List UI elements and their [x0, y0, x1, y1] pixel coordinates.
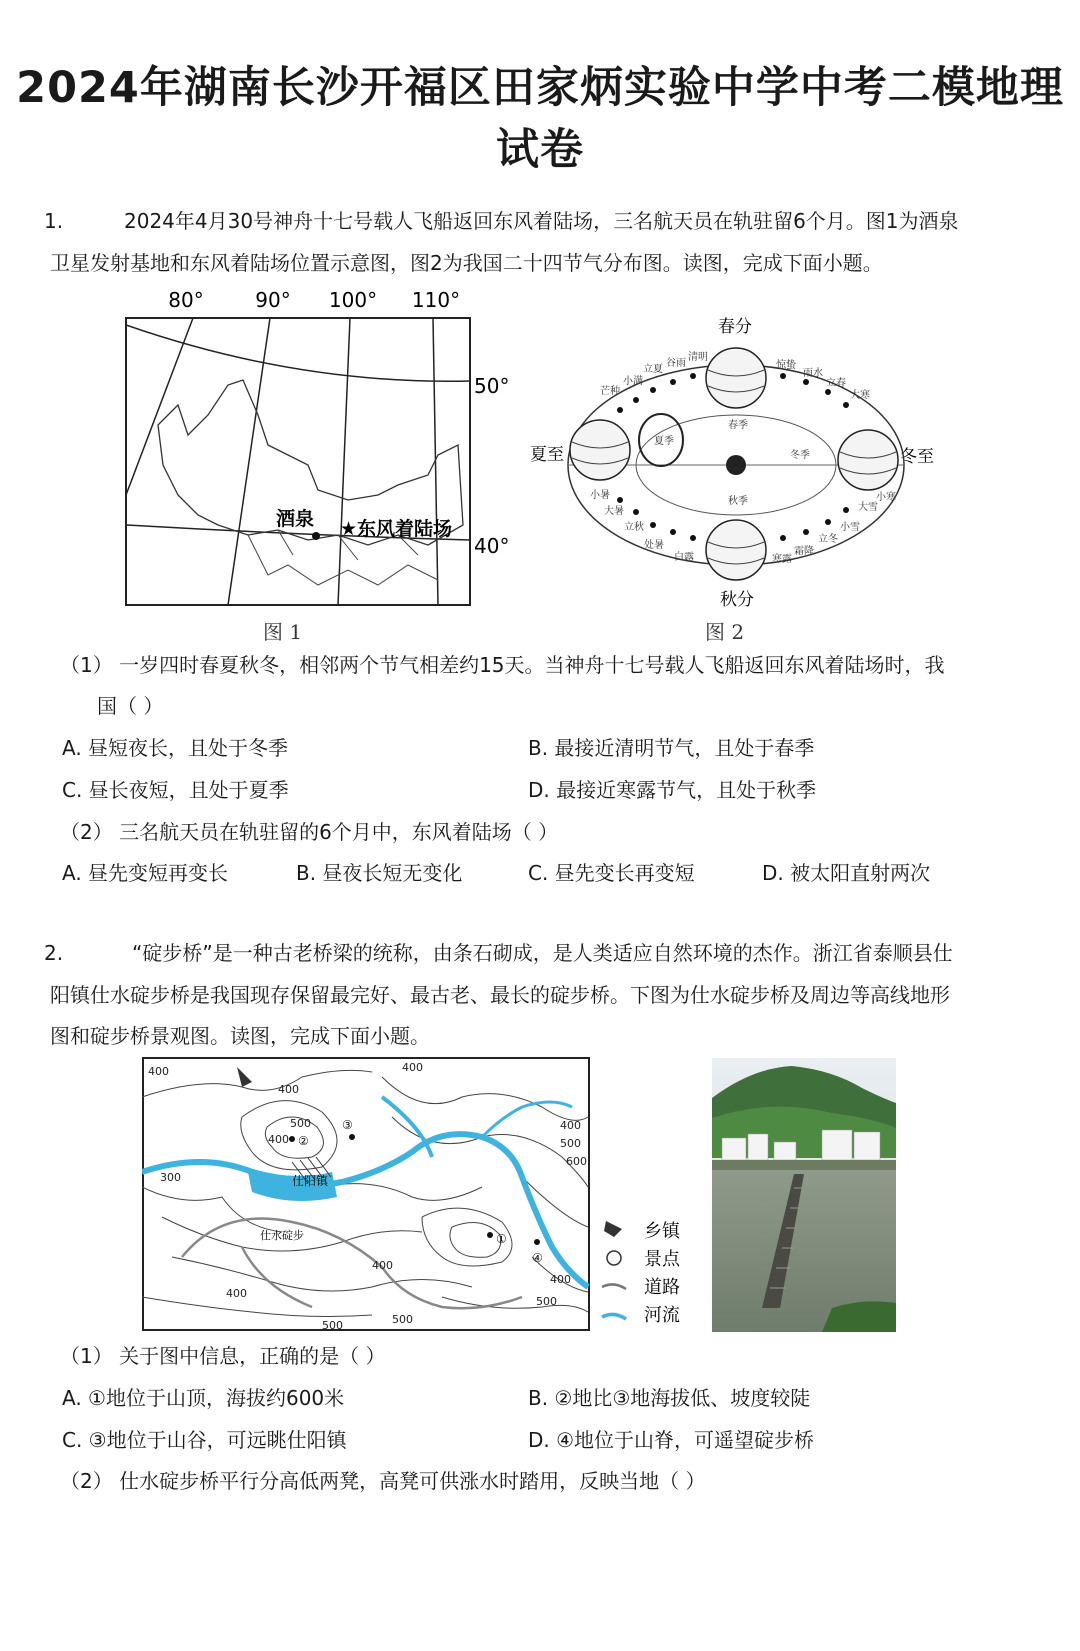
- lon-label-90: 90°: [255, 288, 291, 312]
- term-label: 芒种: [600, 386, 620, 397]
- q1-sub2-option-d[interactable]: D. 被太阳直射两次: [762, 861, 931, 885]
- river-legend-icon: [602, 1314, 626, 1319]
- lat-label-40: 40°: [474, 534, 510, 558]
- earth-spring-icon: [706, 348, 766, 408]
- lon-label-80: 80°: [168, 288, 204, 312]
- contour-label: 500: [536, 1295, 557, 1308]
- page-title-line2: 试卷: [496, 125, 584, 175]
- term-label: 小雪: [840, 522, 860, 533]
- term-label: 清明: [688, 352, 708, 363]
- jiuquan-dot: [312, 532, 320, 540]
- term-label: 立秋: [624, 522, 644, 533]
- term-label: 立冬: [818, 534, 838, 545]
- inner-season-label: 冬季: [790, 450, 810, 461]
- legend-town: 乡镇: [644, 1221, 680, 1242]
- point-1: ①: [496, 1232, 507, 1246]
- inner-season-label: 秋季: [728, 496, 748, 507]
- legend-river: 河流: [644, 1305, 680, 1326]
- bridge-photo: [712, 1058, 896, 1332]
- term-label: 立春: [826, 378, 846, 389]
- q2-stem-line2: 阳镇仕水碇步桥是我国现存保留最完好、最古老、最长的碇步桥。下图为仕水碇步桥及周边等高线地形: [50, 983, 950, 1007]
- q2-sub2-line1: （2） 仕水碇步桥平行分高低两凳，高凳可供涨水时踏用，反映当地（ ）: [60, 1469, 706, 1493]
- q1-sub2-option-b[interactable]: B. 昼夜长短无变化: [296, 861, 463, 885]
- legend-scenic: 景点: [644, 1249, 680, 1270]
- lon-label-100: 100°: [328, 288, 378, 312]
- q1-sub1-line2: 国（ ）: [97, 694, 164, 718]
- earth-summer-icon: [570, 420, 630, 480]
- contour-label: 500: [322, 1319, 343, 1332]
- term-label: 小满: [623, 376, 643, 387]
- contour-label: 400: [402, 1061, 423, 1074]
- term-label: 谷雨: [666, 358, 686, 369]
- term-label: 小寒: [876, 492, 896, 503]
- contour-label: 500: [392, 1313, 413, 1326]
- map-legend: [600, 1215, 696, 1333]
- town-label: 仕阳镇: [292, 1174, 329, 1188]
- term-label: 雨水: [803, 368, 823, 379]
- page-title: 2024年湖南长沙开福区田家炳实验中学中考二模地理: [16, 63, 1064, 113]
- term-label: 大暑: [604, 506, 624, 517]
- earth-autumn-icon: [706, 520, 766, 580]
- q2-sub1-option-d[interactable]: D. ④地位于山脊，可遥望碇步桥: [528, 1428, 815, 1452]
- point-4: ④: [532, 1251, 543, 1265]
- term-label: 大寒: [850, 390, 870, 401]
- term-label: 白露: [674, 552, 694, 563]
- contour-map: [142, 1057, 594, 1333]
- q1-sub1-option-a[interactable]: A. 昼短夜长，且处于冬季: [62, 736, 289, 760]
- point-2: ②: [298, 1134, 309, 1148]
- figure1-caption: 图 1: [263, 620, 303, 644]
- q1-sub1-line1: （1） 一岁四时春夏秋冬，相邻两个节气相差约15天。当神舟十七号载人飞船返回东风着陆场时，我: [60, 653, 945, 677]
- contour-label: 400: [560, 1119, 581, 1132]
- q1-sub2-option-a[interactable]: A. 昼先变短再变长: [62, 861, 229, 885]
- q2-stem-line1: “碇步桥”是一种古老桥梁的统称，由条石砌成，是人类适应自然环境的杰作。浙江省泰顺县仕: [132, 941, 953, 965]
- city-jiuquan: 酒泉: [276, 508, 315, 530]
- q2-sub1-option-b[interactable]: B. ②地比③地海拔低、坡度较陡: [528, 1386, 811, 1410]
- figure2-solar-terms: [528, 310, 938, 615]
- q2-number: 2.: [44, 941, 64, 965]
- contour-label: 400: [148, 1065, 169, 1078]
- q1-sub1-option-b[interactable]: B. 最接近清明节气，且处于春季: [528, 736, 815, 760]
- point-3: ③: [342, 1118, 353, 1132]
- term-label: 大雪: [858, 502, 878, 513]
- term-label: 惊蛰: [776, 360, 796, 371]
- q1-sub1-option-c[interactable]: C. 昼长夜短，且处于夏季: [62, 778, 289, 802]
- q1-stem-line2: 卫星发射基地和东风着陆场位置示意图，图2为我国二十四节气分布图。读图，完成下面小题。: [50, 251, 883, 275]
- figure1-map: [118, 285, 518, 615]
- q1-sub2-option-c[interactable]: C. 昼先变长再变短: [528, 861, 695, 885]
- q2-sub1-line1: （1） 关于图中信息，正确的是（ ）: [60, 1344, 386, 1368]
- contour-label: 400: [226, 1287, 247, 1300]
- contour-label: 500: [290, 1117, 311, 1130]
- q2-stem-line3: 图和碇步桥景观图。读图，完成下面小题。: [50, 1024, 430, 1048]
- contour-label: 400: [372, 1259, 393, 1272]
- town-legend-icon: [604, 1221, 622, 1237]
- label-autumn: 秋分: [720, 590, 754, 610]
- earth-winter-icon: [838, 430, 898, 490]
- contour-label: 400: [278, 1083, 299, 1096]
- road-legend-icon: [602, 1284, 626, 1289]
- q1-number: 1.: [44, 209, 64, 233]
- label-winter: 冬至: [900, 447, 934, 467]
- term-label: 小暑: [590, 490, 610, 501]
- scenic-legend-icon: [607, 1251, 621, 1265]
- q1-sub2-line1: （2） 三名航天员在轨驻留的6个月中，东风着陆场（ ）: [60, 820, 559, 844]
- label-spring: 春分: [718, 317, 752, 337]
- sun-icon: [726, 455, 746, 475]
- q2-sub1-option-c[interactable]: C. ③地位于山谷，可远眺仕阳镇: [62, 1428, 347, 1452]
- contour-label: 600: [566, 1155, 587, 1168]
- inner-season-label: 夏季: [654, 436, 674, 447]
- contour-label: 400: [268, 1133, 289, 1146]
- figure2-caption: 图 2: [705, 620, 745, 644]
- city-dongfeng: ★东风着陆场: [340, 518, 453, 540]
- lon-label-110: 110°: [411, 288, 461, 312]
- label-summer: 夏至: [530, 445, 564, 465]
- contour-label: 300: [160, 1171, 181, 1184]
- contour-label: 400: [550, 1273, 571, 1286]
- term-label: 处暑: [644, 540, 664, 551]
- legend-road: 道路: [644, 1277, 680, 1298]
- q1-stem-line1: 2024年4月30号神舟十七号载人飞船返回东风着陆场，三名航天员在轨驻留6个月。图1为酒泉: [124, 209, 959, 233]
- term-label: 寒露: [772, 554, 792, 565]
- term-label: 霜降: [794, 546, 814, 557]
- lat-label-50: 50°: [474, 374, 510, 398]
- q1-sub1-option-d[interactable]: D. 最接近寒露节气，且处于秋季: [528, 778, 817, 802]
- contour-label: 500: [560, 1137, 581, 1150]
- q2-sub1-option-a[interactable]: A. ①地位于山顶，海拔约600米: [62, 1386, 345, 1410]
- bridge-label: 仕水碇步: [260, 1229, 304, 1242]
- term-label: 立夏: [643, 364, 663, 375]
- inner-season-label: 春季: [728, 420, 748, 431]
